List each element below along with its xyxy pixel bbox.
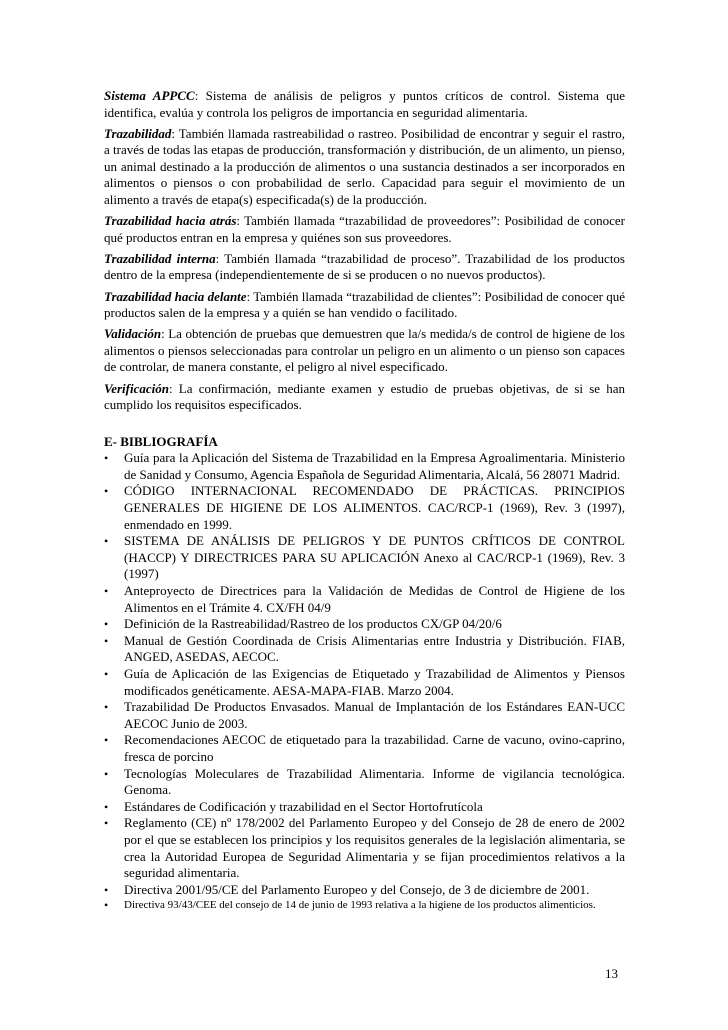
bullet-icon: • [104, 799, 109, 814]
bibliography-item-text: SISTEMA DE ANÁLISIS DE PELIGROS Y DE PUNTOS CRÍTICOS DE CONTROL (HACCP) Y DIRECTRICES PARA SU APLICACIÓN Anexo al CAC/RCP-1 (1969), Rev. 3 (1997) [124, 533, 625, 582]
definition-trazabilidad-hacia-atras [104, 213, 625, 246]
bibliography-item [104, 666, 625, 699]
definition-term: Verificación [104, 380, 169, 396]
bibliography-item [104, 732, 625, 765]
definition-appcc [104, 88, 625, 121]
bullet-icon: • [104, 617, 109, 632]
bibliography-item-text: Recomendaciones AECOC de etiquetado para la trazabilidad. Carne de vacuno, ovino-caprino, fresca de porcino [124, 732, 625, 764]
bullet-icon: • [104, 484, 109, 499]
bullet-icon: • [104, 700, 109, 715]
page-number: 13 [605, 966, 618, 981]
bibliography-item [104, 815, 625, 881]
bullet-icon: • [104, 633, 109, 648]
definition-text: : La confirmación, mediante examen y estudio de pruebas objetivas, de si se han cumplido los requisitos especificados. [104, 380, 625, 413]
definition-text: : También llamada rastreabilidad o rastreo. Posibilidad de encontrar y seguir el rastro, a través de todas las etapas de producción, transformación y distribución, de un alimento, un pienso, un animal destinado a la producción de alimentos o una sustancia destinados a ser incorporados en alimentos o piensos o con probabilidad de serlo. Capacidad para seguir el movimiento de un alimento a través de etapa(s) especificada(s) de la producción. [104, 125, 625, 208]
bibliography-item-text: Trazabilidad De Productos Envasados. Manual de Implantación de los Estándares EAN-UCC AECOC Junio de 2003. [124, 699, 625, 731]
bibliography-item-text: Manual de Gestión Coordinada de Crisis Alimentarias entre Industria y Distribución. FIAB, ANGED, ASEDAS, AECOC. [124, 632, 625, 665]
definition-text: : Sistema de análisis de peligros y puntos críticos de control. Sistema que identifica, evalúa y controla los peligros de importancia en seguridad alimentaria. [104, 88, 626, 120]
bullet-icon: • [104, 766, 109, 781]
definition-term: Trazabilidad hacia atrás [104, 213, 237, 229]
definition-term: Trazabilidad [104, 125, 172, 141]
bullet-icon: • [104, 816, 109, 831]
bullet-icon: • [104, 898, 109, 913]
bibliography-item [104, 766, 625, 799]
bullet-icon: • [104, 667, 109, 681]
bibliography-item [104, 533, 625, 583]
definition-trazabilidad [104, 126, 625, 209]
definition-text: : También llamada “trazabilidad de proveedores”: Posibilidad de conocer qué productos entran en la empresa y quiénes son sus proveedores. [104, 213, 625, 245]
bibliography-item [104, 882, 625, 899]
definition-text: : También llamada “trazabilidad de proceso”. Trazabilidad de los productos dentro de la empresa (independientemente de si se producen o no nuevos productos). [104, 250, 625, 283]
bibliography-heading: E- BIBLIOGRAFÍA [104, 433, 218, 449]
bibliography-item [104, 483, 625, 533]
bibliography-item-text: Tecnologías Moleculares de Trazabilidad Alimentaria. Informe de vigilancia tecnológica. Genoma. [124, 765, 625, 798]
definition-verificacion [104, 381, 625, 414]
bibliography-item-text: Guía para la Aplicación del Sistema de Trazabilidad en la Empresa Agroalimentaria. Ministerio de Sanidad y Consumo, Agencia Española de Seguridad Alimentaria, Alcalá, 56 28071 Madrid. [124, 450, 625, 482]
document-page [104, 88, 625, 913]
definition-term: Validación [104, 326, 162, 342]
bibliography-item [104, 450, 625, 483]
definition-text: : La obtención de pruebas que demuestren que la/s medida/s de control de higiene de los alimentos o piensos seleccionadas para controlar un peligro en un alimento o un pienso son capaces de controlar, de manera constante, el peligro al nivel especificado. [104, 326, 625, 375]
bullet-icon: • [104, 534, 109, 549]
bibliography-item-text: Anteproyecto de Directrices para la Validación de Medidas de Control de Higiene de los Alimentos en el Trámite 4. CX/FH 04/9 [124, 583, 625, 615]
bullet-icon: • [104, 584, 109, 599]
definition-term: Sistema APPCC [104, 88, 195, 103]
bibliography-item-text: Estándares de Codificación y trazabilidad en el Sector Hortofrutícola [124, 798, 483, 814]
bibliography-item [104, 583, 625, 616]
bibliography-item-text: Definición de la Rastreabilidad/Rastreo de los productos CX/GP 04/20/6 [124, 616, 502, 632]
bibliography-item [104, 699, 625, 732]
definition-text: : También llamada “trazabilidad de clientes”: Posibilidad de conocer qué productos salen de la empresa y a quién se han vendido o facilitado. [104, 288, 625, 321]
bibliography-item [104, 616, 625, 633]
bibliography-item-text: Directiva 2001/95/CE del Parlamento Europeo y del Consejo, de 3 de diciembre de 2001. [124, 881, 590, 897]
bibliography-item-text: Directiva 93/43/CEE del consejo de 14 de junio de 1993 relativa a la higiene de los productos alimenticios. [124, 899, 596, 912]
definition-trazabilidad-interna [104, 251, 625, 284]
definition-term: Trazabilidad hacia delante [104, 288, 247, 304]
bullet-icon: • [104, 882, 109, 897]
bibliography-item-text: Guía de Aplicación de las Exigencias de Etiquetado y Trazabilidad de Alimentos y Piensos modificados genéticamente. AESA-MAPA-FIAB. Marzo 2004. [124, 666, 625, 698]
bibliography-item [104, 633, 625, 666]
bibliography-item-text: CÓDIGO INTERNACIONAL RECOMENDADO DE PRÁCTICAS. PRINCIPIOS GENERALES DE HIGIENE DE LOS ALIMENTOS. CAC/RCP-1 (1969), Rev. 3 (1997), enmendado en 1999. [124, 483, 625, 532]
bullet-icon: • [104, 733, 109, 748]
bibliography-item [104, 898, 625, 913]
definition-term: Trazabilidad interna [104, 250, 216, 266]
bibliography-item [104, 799, 625, 816]
definition-trazabilidad-hacia-delante [104, 289, 625, 322]
bibliography-list [104, 450, 625, 913]
bullet-icon: • [104, 451, 109, 466]
definition-validacion [104, 326, 625, 376]
bibliography-item-text: Reglamento (CE) nº 178/2002 del Parlamento Europeo y del Consejo de 28 de enero de 2002 por el que se establecen los principios y los requisitos generales de la legislación alimentaria, se crea la Autoridad Europea de Seguridad Alimentaria y se fijan procedimientos relativos a la seguridad alimentaria. [124, 815, 625, 881]
